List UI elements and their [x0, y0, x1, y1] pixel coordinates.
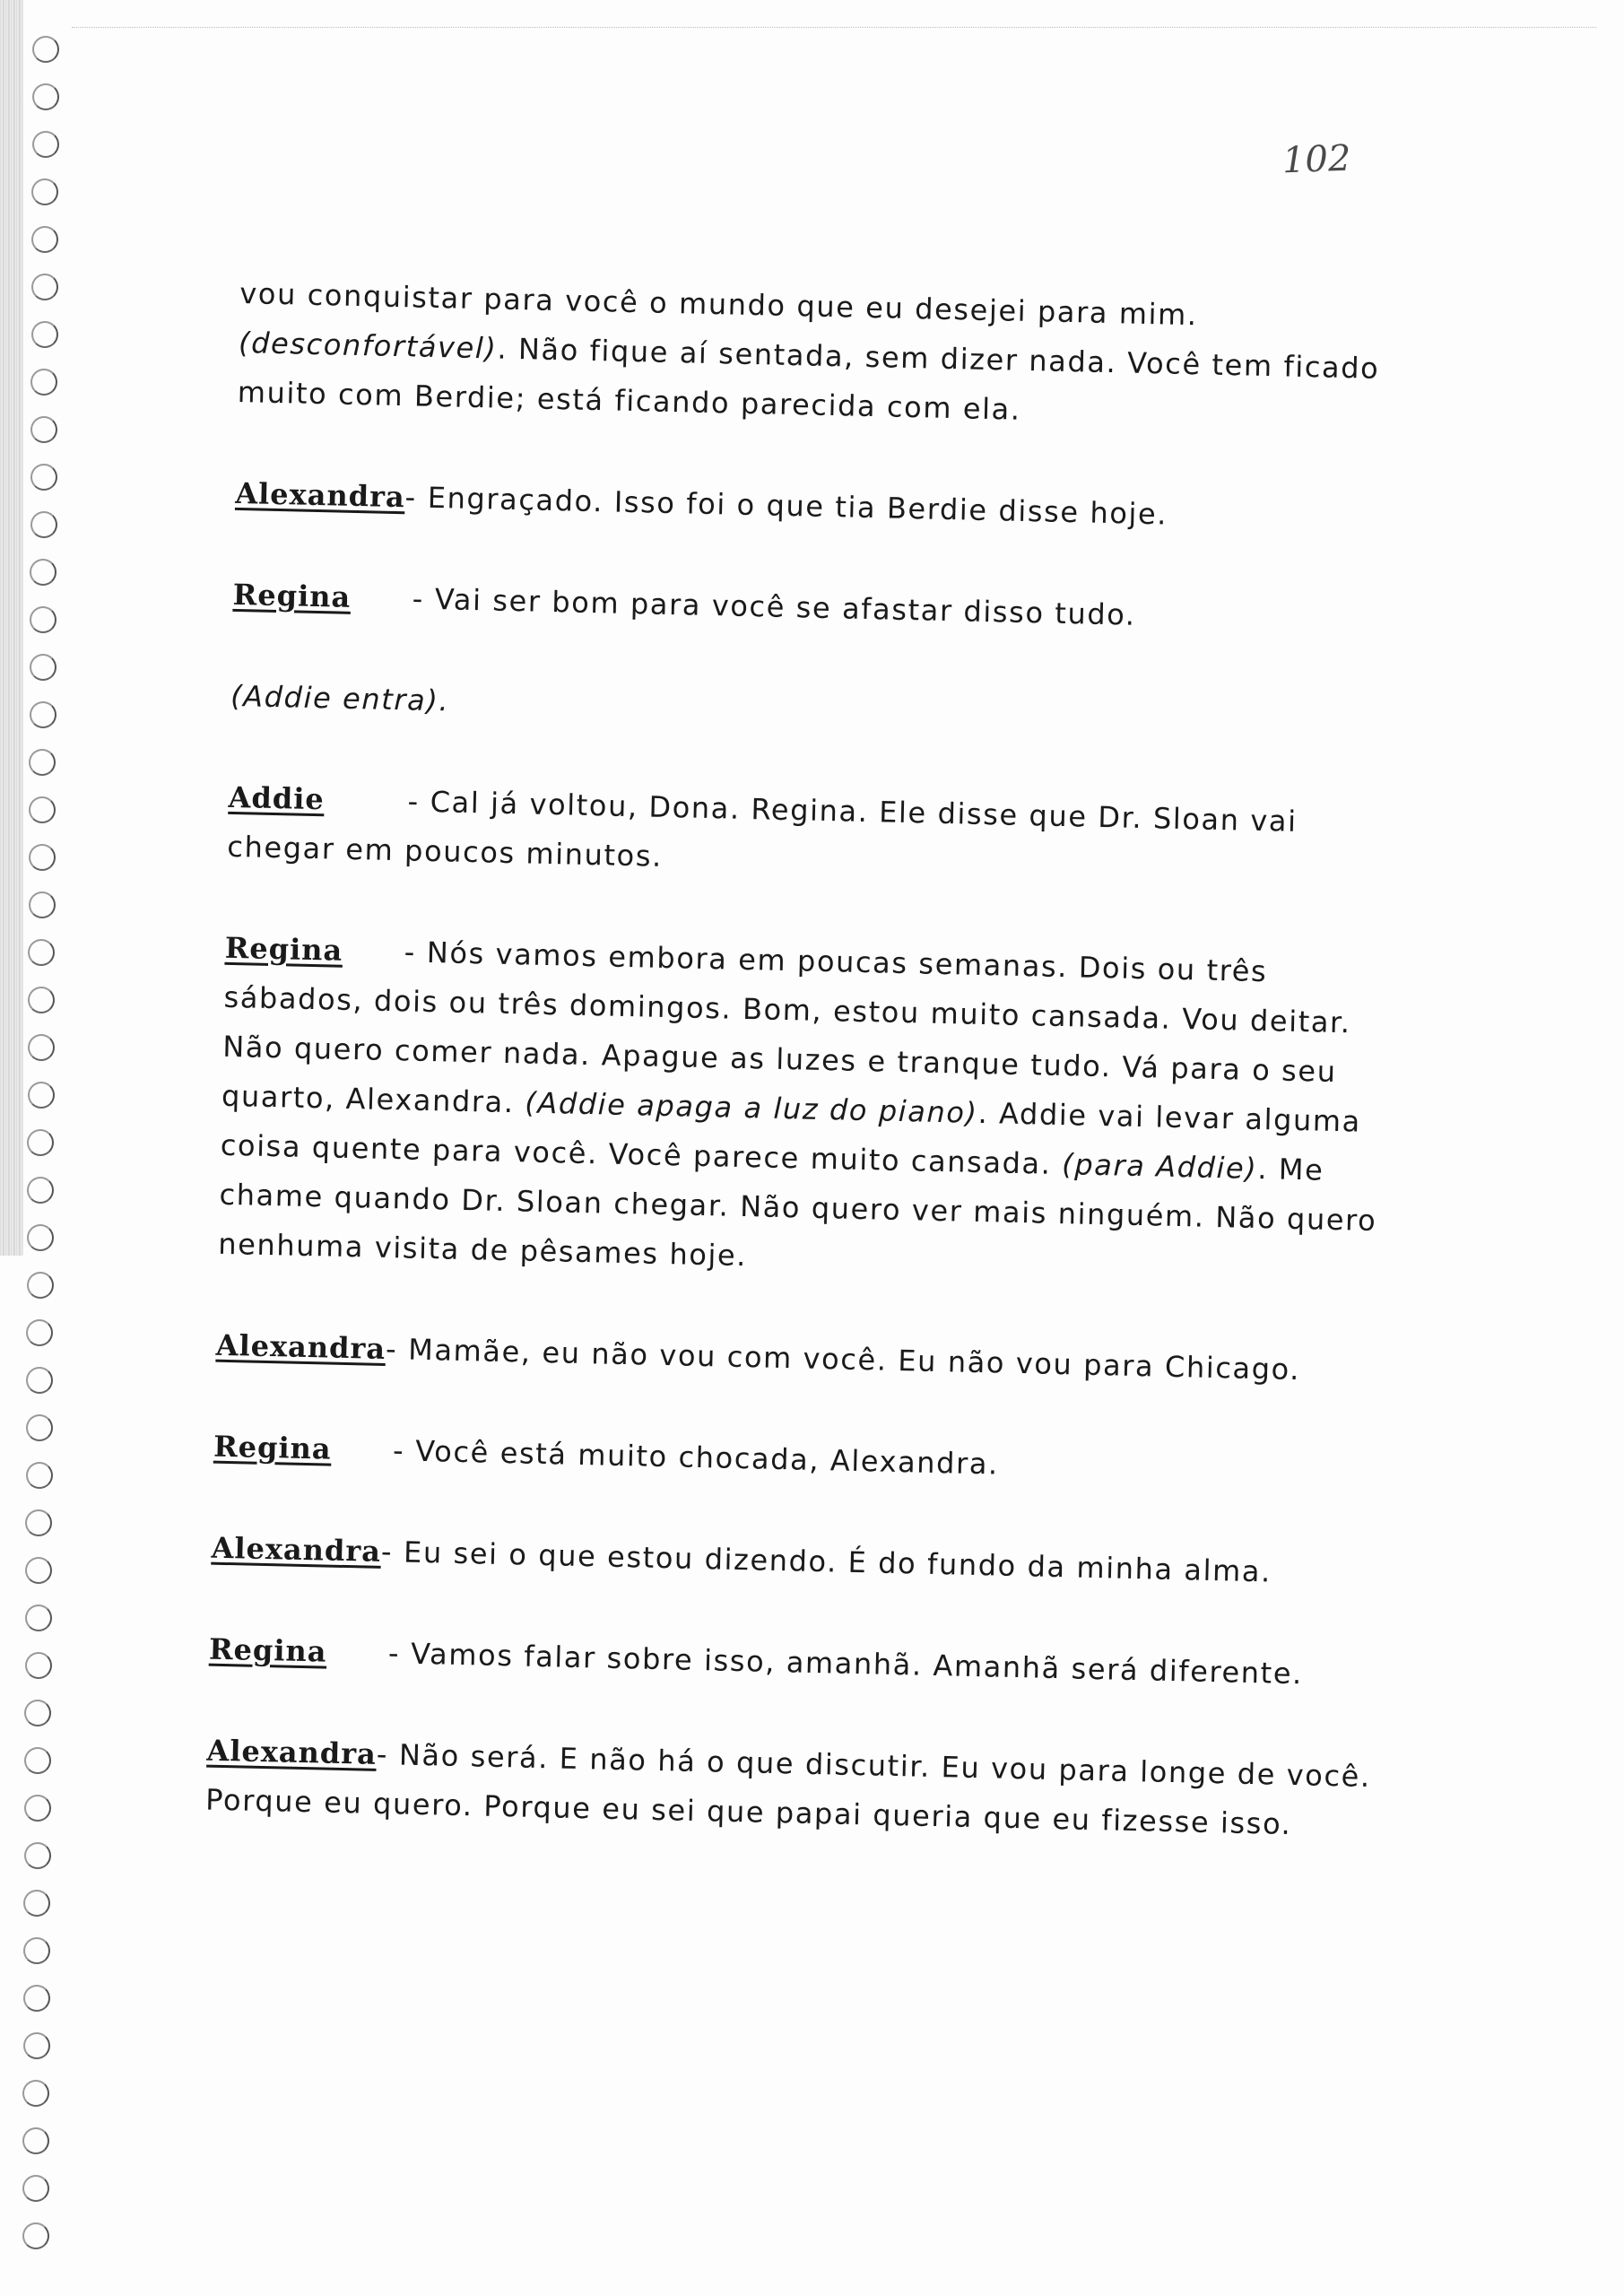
dialogue-text: . Addie vai levar alguma coisa quente para você. Você parece muito cansada.	[220, 1095, 1362, 1182]
punch-hole	[26, 1414, 53, 1441]
script-paragraph	[218, 924, 1391, 1295]
punch-hole	[25, 1557, 52, 1584]
speaker-name: Regina	[213, 1429, 333, 1466]
punch-hole	[26, 1462, 53, 1489]
dialogue-text: Não será. E não há o que discutir. Eu vou para longe de você. Porque eu quero. Porque eu sei que papai queria que eu fizesse isso.	[204, 1737, 1372, 1842]
script-paragraph	[230, 672, 1397, 747]
punch-hole	[24, 1842, 51, 1869]
punch-hole	[30, 511, 57, 538]
speaker-name: Alexandra	[215, 1327, 386, 1366]
speaker-name: Alexandra	[206, 1733, 378, 1771]
dialogue-text: . Não fique aí sentada, sem dizer nada. Você tem ficado muito com Berdie; está ficando parecida com ela.	[237, 331, 1380, 427]
dialogue-text: Vai ser bom para você se afastar disso tudo.	[434, 582, 1137, 632]
punch-hole	[25, 1605, 52, 1631]
punch-holes	[25, 36, 70, 2260]
speaker-name: Alexandra	[211, 1530, 382, 1569]
punch-hole	[30, 464, 57, 491]
speaker-name: Addie	[228, 779, 326, 817]
speaker-separator: -	[392, 1433, 405, 1468]
script-paragraph	[227, 773, 1394, 898]
dialogue-text: Cal já voltou, Dona. Regina. Ele disse que Dr. Sloan vai chegar em poucos minutos.	[226, 784, 1298, 874]
punch-hole	[23, 1890, 50, 1917]
punch-hole	[30, 369, 57, 396]
speaker-name: Regina	[208, 1631, 327, 1669]
dialogue-text: Nós vamos embora em poucas semanas. Dois ou três sábados, dois ou três domingos. Bom, estou muito cansada. Vou deitar. Não quero comer nada. Apague as luzes e tranque tudo. Vá para o seu quarto, Alexandra.	[221, 935, 1352, 1120]
punch-hole	[30, 701, 56, 728]
punch-hole	[28, 939, 55, 966]
script-paragraph	[205, 1726, 1373, 1851]
stage-direction: (desconfortável)	[238, 325, 498, 366]
punch-hole	[24, 1700, 51, 1726]
speaker-name: Regina	[224, 930, 343, 968]
speaker-name: Regina	[232, 577, 352, 614]
punch-hole	[29, 749, 56, 776]
punch-hole	[24, 1747, 51, 1774]
speaker-separator: -	[404, 935, 417, 970]
punch-hole	[25, 1652, 52, 1679]
punch-hole	[32, 36, 59, 63]
script-paragraph	[232, 570, 1399, 646]
page-number: 102	[1281, 137, 1352, 182]
speaker-separator: -	[380, 1534, 394, 1570]
punch-hole	[32, 131, 59, 158]
punch-hole	[22, 2080, 49, 2107]
punch-hole	[28, 987, 55, 1013]
script-paragraph	[215, 1321, 1382, 1396]
binding-strip	[0, 0, 23, 1256]
speaker-separator: -	[385, 1331, 398, 1367]
speaker-name: Alexandra	[234, 475, 406, 515]
punch-hole	[31, 226, 58, 253]
punch-hole	[28, 1082, 55, 1109]
stage-direction: (Addie entra).	[230, 678, 450, 718]
speaker-separator: -	[404, 480, 418, 515]
punch-hole	[23, 2032, 50, 2059]
stage-direction: (para Addie)	[1061, 1147, 1258, 1186]
punch-hole	[31, 178, 58, 205]
punch-hole	[30, 654, 56, 681]
dialogue-text: Engraçado. Isso foi o que tia Berdie disse hoje.	[427, 480, 1168, 532]
dialogue-text: Mamãe, eu não vou com você. Eu não vou para Chicago.	[407, 1332, 1301, 1387]
punch-hole	[32, 83, 59, 110]
punch-hole	[24, 1795, 51, 1822]
script-text	[204, 269, 1405, 1903]
dialogue-text: Você está muito chocada, Alexandra.	[414, 1433, 1000, 1482]
punch-hole	[30, 559, 56, 586]
speaker-separator: -	[407, 784, 421, 819]
dialogue-text: Vamos falar sobre isso, amanhã. Amanhã será diferente.	[410, 1636, 1304, 1692]
punch-hole	[27, 1224, 54, 1251]
punch-hole	[30, 606, 56, 633]
punch-hole	[22, 2222, 49, 2249]
punch-hole	[27, 1177, 54, 1204]
script-paragraph	[237, 269, 1405, 443]
speaker-separator: -	[412, 581, 425, 616]
punch-hole	[26, 1367, 53, 1394]
top-rule	[72, 27, 1596, 28]
punch-hole	[23, 1985, 50, 2012]
script-paragraph	[213, 1422, 1380, 1498]
dialogue-text: Eu sei o que estou dizendo. É do fundo da minha alma.	[403, 1535, 1272, 1589]
punch-hole	[27, 1129, 54, 1156]
stage-direction: (Addie apaga a luz do piano)	[524, 1085, 979, 1130]
punch-hole	[31, 274, 58, 300]
punch-hole	[28, 1034, 55, 1061]
punch-hole	[23, 1937, 50, 1964]
script-paragraph	[208, 1625, 1375, 1700]
punch-hole	[22, 2175, 49, 2202]
script-paragraph	[211, 1524, 1377, 1599]
punch-hole	[29, 891, 56, 918]
dialogue-text: . Me chame quando Dr. Sloan chegar. Não quero ver mais ninguém. Não quero nenhuma visita de pêsames hoje.	[217, 1151, 1377, 1274]
punch-hole	[22, 2127, 49, 2154]
punch-hole	[29, 844, 56, 871]
punch-hole	[27, 1272, 54, 1299]
punch-hole	[31, 321, 58, 348]
punch-hole	[29, 796, 56, 823]
speaker-separator: -	[387, 1636, 401, 1671]
punch-hole	[26, 1319, 53, 1346]
dialogue-text: vou conquistar para você o mundo que eu desejei para mim.	[239, 275, 1199, 333]
punch-hole	[30, 416, 57, 443]
speaker-separator: -	[376, 1736, 389, 1772]
punch-hole	[25, 1509, 52, 1536]
script-paragraph	[235, 469, 1402, 544]
